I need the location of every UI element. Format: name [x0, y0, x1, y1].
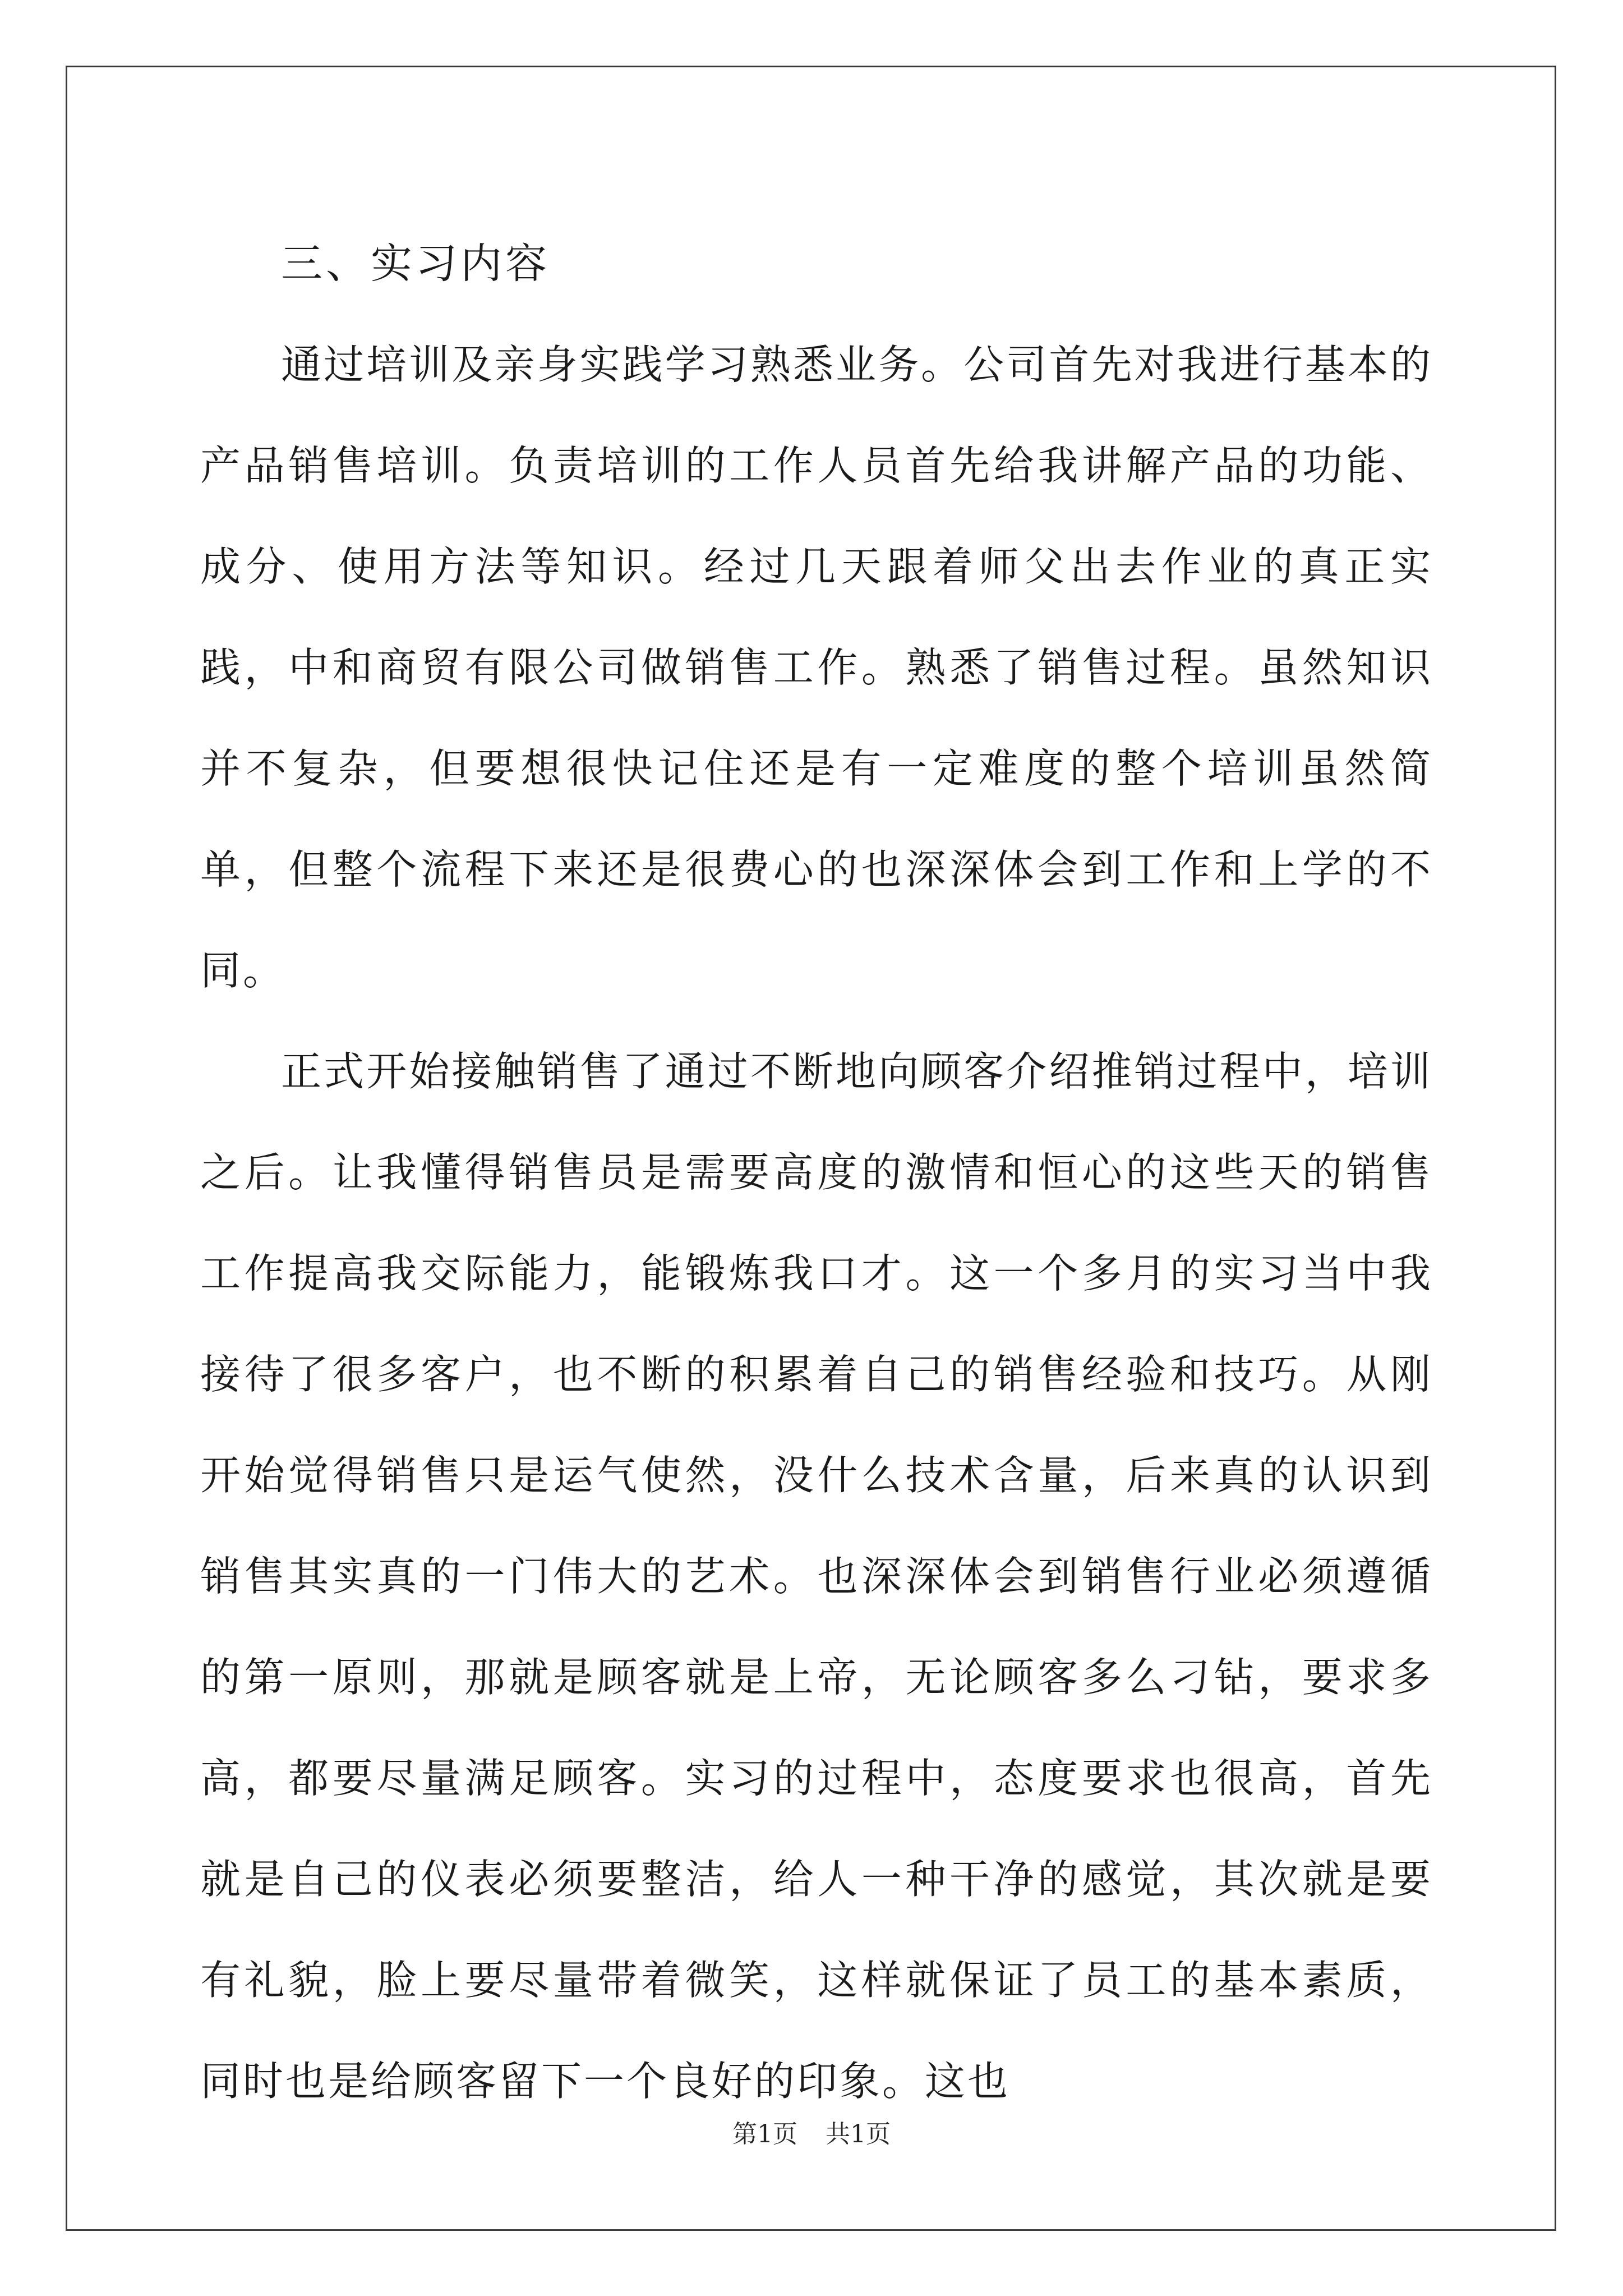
page-number: 第1页 [732, 2120, 797, 2148]
section-heading: 三、实习内容 [281, 240, 550, 288]
page-total: 共1页 [826, 2120, 891, 2148]
page-footer [0, 2118, 1623, 2151]
document-body [200, 213, 1433, 2132]
paragraph: 通过培训及亲身实践学习熟悉业务。公司首先对我进行基本的产品销售培训。负责培训的工作人员首先给我讲解产品的功能、成分、使用方法等知识。经过几天跟着师父出去作业的真正实践，中和商贸有限公司做销售工作。熟悉了销售过程。虽然知识并不复杂，但要想很快记住还是有一定难度的整个培训虽然简单，但整个流程下来还是很费心的也深深体会到工作和上学的不同。 [200, 341, 1433, 994]
paragraph: 正式开始接触销售了通过不断地向顾客介绍推销过程中，培训之后。让我懂得销售员是需要高度的激情和恒心的这些天的销售工作提高我交际能力，能锻炼我口才。这一个多月的实习当中我接待了很多客户，也不断的积累着自己的销售经验和技巧。从刚开始觉得销售只是运气使然，没什么技术含量，后来真的认识到销售其实真的一门伟大的艺术。也深深体会到销售行业必须遵循的第一原则，那就是顾客就是上帝，无论顾客多么刁钻，要求多高，都要尽量满足顾客。实习的过程中，态度要求也很高，首先就是自己的仪表必须要整洁，给人一种干净的感觉，其次就是要有礼貌，脸上要尽量带着微笑，这样就保证了员工的基本素质，同时也是给顾客留下一个良好的印象。这也 [200, 1048, 1433, 2105]
